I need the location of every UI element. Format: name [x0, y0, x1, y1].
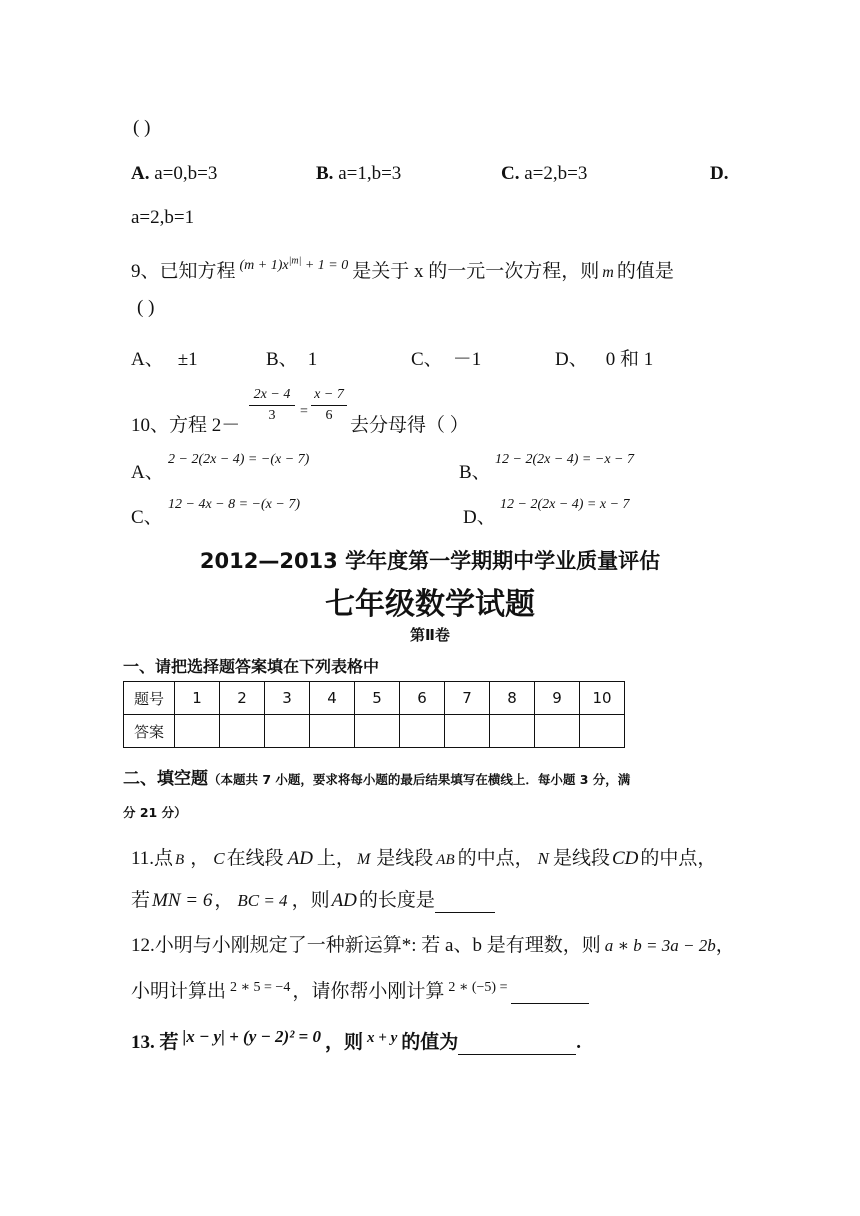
q12-text: 12.小明与小刚规定了一种新运算*: 若 a、b 是有理数，则 [131, 935, 601, 956]
q13-line [131, 1027, 581, 1055]
q9-option-d [555, 344, 653, 371]
q10-fraction-left [249, 386, 295, 425]
answer-table-number: 5 [355, 682, 400, 715]
q8-option-d-text: a=2,b=1 [131, 207, 195, 228]
q11-text: 是线段 [376, 848, 434, 869]
q11-text: 的中点， [640, 848, 717, 869]
q13-text: 的值为 [401, 1032, 459, 1053]
q11-ad: AD [331, 890, 357, 911]
answer-cell[interactable] [355, 715, 400, 748]
q9-option-a-label: A、 [131, 349, 164, 370]
q8-paren: ( ) [133, 117, 151, 138]
q8-option-c-letter: C. [501, 163, 520, 184]
q9-option-a-value: ±1 [177, 349, 198, 370]
q13-equation: |x − y| + (y − 2)² = 0 [182, 1027, 321, 1046]
q10-fraction-right [311, 386, 347, 425]
answer-table-number: 3 [265, 682, 310, 715]
answer-table-number: 9 [535, 682, 580, 715]
answer-table-row2-label: 答案 [124, 715, 175, 748]
q8-option-b-letter: B. [316, 163, 334, 184]
q9-option-c [411, 344, 481, 371]
answer-cell[interactable] [175, 715, 220, 748]
q9-option-c-label: C、 [411, 349, 443, 370]
q9-option-d-value: 0 和 1 [605, 349, 654, 370]
q10-equals: = [300, 404, 308, 419]
exam-volume: 第Ⅱ卷 [410, 626, 450, 644]
q8-option-c [501, 163, 587, 185]
answer-cell[interactable] [490, 715, 535, 748]
q12-text: ， [715, 935, 735, 956]
q13-text: 若 [159, 1032, 179, 1053]
q8-option-b [316, 163, 401, 185]
answer-cell[interactable] [220, 715, 265, 748]
q10-option-a-label: A、 [131, 462, 164, 483]
section2-header [123, 764, 630, 789]
q12-answer-blank[interactable] [511, 981, 589, 1004]
q9-option-a [131, 344, 198, 371]
q11-line2 [131, 885, 495, 913]
q10-frac1-den: 3 [268, 408, 276, 423]
section1-title: 一、请把选择题答案填在下列表格中 [123, 657, 380, 676]
q11-text: 上， [316, 848, 355, 869]
answer-cell[interactable] [535, 715, 580, 748]
q9-stem [131, 256, 674, 283]
answer-table-number: 4 [310, 682, 355, 715]
exam-year-title: 2012—2013 学年度第一学期期中学业质量评估 [199, 549, 661, 573]
q9-var: m [602, 264, 614, 281]
q11-point-m: M [356, 851, 371, 868]
q12-example: 2 ∗ 5 = −4 [230, 980, 291, 995]
q11-segment-cd: CD [611, 848, 639, 869]
q11-bc-eq: BC = 4 [237, 891, 288, 910]
q9-option-b-label: B、 [266, 349, 298, 370]
q13-text: . [576, 1032, 581, 1053]
q8-option-a [131, 163, 217, 185]
q12-operation-def: a ∗ b = 3a − 2b [604, 936, 716, 955]
answer-cell[interactable] [445, 715, 490, 748]
q9-option-b [266, 344, 317, 371]
q12-question: 2 ∗ (−5) = [448, 980, 508, 995]
q9-prefix: 9、已知方程 [131, 261, 236, 282]
q9-suffix: 的值是 [616, 261, 674, 282]
q9-middle: 是关于 x 的一元一次方程，则 [352, 261, 600, 282]
q9-option-b-value: 1 [307, 349, 318, 370]
answer-table-number: 1 [175, 682, 220, 715]
q10-option-b-expr: 12 − 2(2x − 4) = −x − 7 [495, 452, 634, 467]
q11-answer-blank[interactable] [435, 890, 495, 913]
section2-note: （本题共 7 小题，要求将每小题的最后结果填写在横线上．每小题 3 分，满 [208, 772, 631, 787]
q11-point-c: C [213, 849, 225, 868]
q10-frac2-den: 6 [325, 408, 333, 423]
q11-text: 的中点， [457, 848, 534, 869]
q12-text: ，请你帮小刚计算 [292, 981, 445, 1002]
q8-option-d-letter: D. [710, 163, 729, 184]
q10-option-d-expr: 12 − 2(2x − 4) = x − 7 [500, 497, 630, 512]
q12-line1 [131, 930, 735, 957]
q11-text: ，则 [291, 890, 330, 911]
q10-option-c-label: C、 [131, 507, 163, 528]
q11-text: 在线段 [226, 848, 284, 869]
q8-option-d [710, 163, 728, 185]
answer-table-number-row [124, 682, 625, 715]
q11-text: 的长度是 [358, 890, 435, 911]
q13-answer-blank[interactable] [458, 1032, 576, 1055]
q13-expression: x + y [367, 1030, 398, 1046]
q10-frac2-num: x − 7 [314, 387, 344, 402]
q13-text: ，则 [325, 1032, 364, 1053]
q11-point-b: B [175, 852, 185, 868]
q11-line1 [131, 843, 716, 870]
q11-segment-ab: AB [436, 852, 455, 868]
q11-text: 是线段 [552, 848, 610, 869]
q10-option-d-label: D、 [463, 507, 496, 528]
answer-cell[interactable] [265, 715, 310, 748]
section2-title: 二、填空题 [123, 769, 208, 789]
q11-segment-ad: AD [287, 848, 313, 869]
answer-cell[interactable] [400, 715, 445, 748]
q8-option-a-letter: A. [131, 163, 150, 184]
q8-option-b-text: a=1,b=3 [333, 163, 402, 184]
q10-option-c-expr: 12 − 4x − 8 = −(x − 7) [168, 497, 300, 512]
q13-number: 13. [131, 1032, 155, 1053]
q12-text: 小明计算出 [131, 981, 227, 1002]
q10-suffix: 去分母得（ ） [350, 415, 469, 436]
exam-main-title: 七年级数学试题 [325, 587, 535, 622]
q9-equation: (m + 1)x|m| + 1 = 0 [239, 255, 349, 273]
q11-point-n: N [537, 849, 549, 868]
answer-table-answer-row [124, 715, 625, 748]
q9-paren: ( ) [137, 297, 155, 318]
answer-table-row1-label: 题号 [124, 682, 175, 715]
q11-mn-eq: MN = 6 [152, 890, 213, 911]
q9-option-c-value: －1 [452, 349, 482, 370]
q12-line2 [131, 976, 589, 1004]
answer-cell[interactable] [310, 715, 355, 748]
q10-frac1-num: 2x − 4 [253, 387, 291, 402]
q8-option-c-text: a=2,b=3 [519, 163, 588, 184]
answer-table-number: 10 [580, 682, 625, 715]
q10-option-b-label: B、 [459, 462, 491, 483]
q11-text: 11.点 [131, 848, 174, 869]
answer-table-number: 7 [445, 682, 490, 715]
answer-table-number: 6 [400, 682, 445, 715]
answer-table-number: 2 [220, 682, 265, 715]
q11-text: ， [190, 848, 210, 869]
q11-text: 若 [131, 890, 151, 911]
q9-option-d-label: D、 [555, 349, 588, 370]
q10-prefix: 10、方程 2－ [131, 415, 241, 436]
q11-text: ， [214, 890, 234, 911]
section2-note-cont: 分 21 分） [123, 805, 187, 820]
answer-cell[interactable] [580, 715, 625, 748]
answer-table [123, 681, 625, 748]
answer-table-number: 8 [490, 682, 535, 715]
q8-option-a-text: a=0,b=3 [149, 163, 218, 184]
q10-option-a-expr: 2 − 2(2x − 4) = −(x − 7) [168, 452, 310, 467]
